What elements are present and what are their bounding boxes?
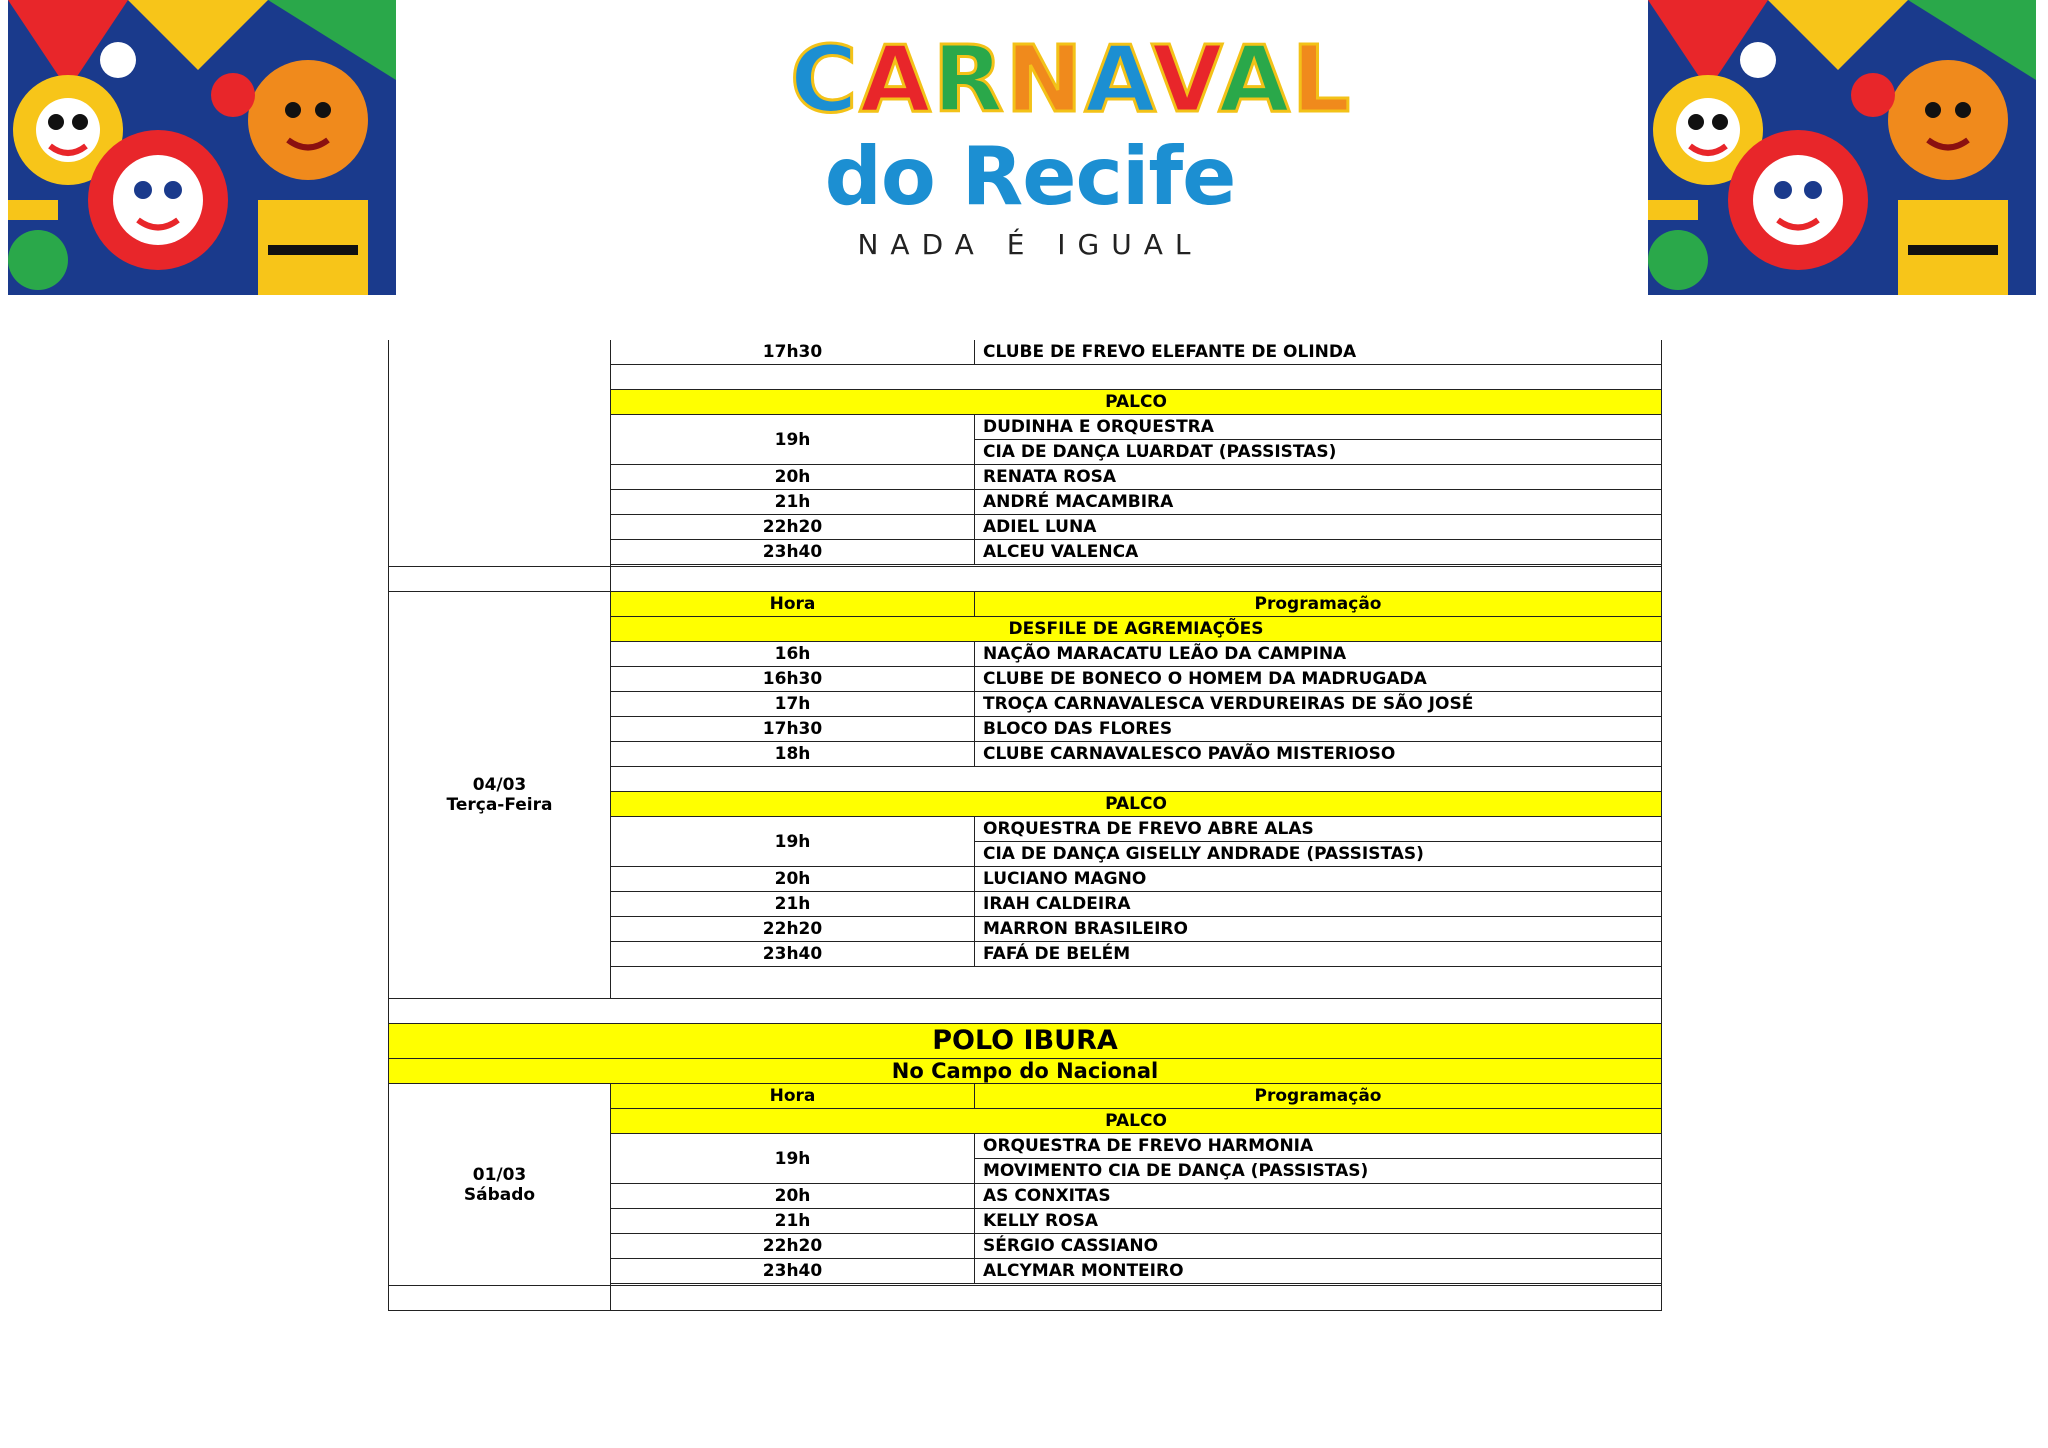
column-header-programacao: Programação bbox=[975, 1084, 1662, 1109]
time-cell: 16h bbox=[611, 642, 975, 667]
carnaval-logo bbox=[790, 26, 1353, 261]
logo-letter: A bbox=[1218, 26, 1292, 133]
logo-letter: R bbox=[932, 26, 1006, 133]
day-weekday: Terça-Feira bbox=[446, 795, 553, 815]
act-cell: LUCIANO MAGNO bbox=[975, 867, 1662, 892]
logo-letter: C bbox=[790, 26, 860, 133]
act-cell: MOVIMENTO CIA DE DANÇA (PASSISTAS) bbox=[975, 1159, 1662, 1184]
day-cell bbox=[389, 1084, 611, 1286]
table-row bbox=[389, 1024, 1662, 1059]
time-cell: 17h30 bbox=[611, 717, 975, 742]
polo-subtitle: No Campo do Nacional bbox=[389, 1059, 1662, 1084]
logo-letter: L bbox=[1291, 26, 1353, 133]
act-cell: ORQUESTRA DE FREVO HARMONIA bbox=[975, 1134, 1662, 1159]
time-cell: 22h20 bbox=[611, 917, 975, 942]
act-cell: CIA DE DANÇA GISELLY ANDRADE (PASSISTAS) bbox=[975, 842, 1662, 867]
spacer-cell bbox=[611, 567, 1662, 592]
palco-header: PALCO bbox=[611, 1109, 1662, 1134]
day-weekday: Sábado bbox=[463, 1184, 536, 1205]
palco-header: PALCO bbox=[611, 390, 1662, 415]
act-cell: SÉRGIO CASSIANO bbox=[975, 1234, 1662, 1259]
time-cell: 21h bbox=[611, 892, 975, 917]
spacer-cell bbox=[389, 999, 1662, 1024]
carnival-artwork-right bbox=[1648, 0, 2036, 295]
day-cell bbox=[389, 592, 611, 999]
act-cell: NAÇÃO MARACATU LEÃO DA CAMPINA bbox=[975, 642, 1662, 667]
logo-letter: A bbox=[1084, 26, 1152, 133]
desfile-header: DESFILE DE AGREMIAÇÕES bbox=[611, 617, 1662, 642]
act-cell: CIA DE DANÇA LUARDAT (PASSISTAS) bbox=[975, 440, 1662, 465]
time-cell: 17h30 bbox=[611, 340, 975, 365]
table-row bbox=[389, 1286, 1662, 1311]
logo-letter: V bbox=[1151, 26, 1219, 133]
day-date: 01/03 bbox=[472, 1164, 527, 1185]
logo-letter: N bbox=[1005, 26, 1085, 133]
table-row bbox=[389, 340, 1662, 365]
time-cell: 18h bbox=[611, 742, 975, 767]
carnival-artwork-left bbox=[8, 0, 396, 295]
logo-tagline: NADA É IGUAL bbox=[857, 228, 1203, 261]
table-row bbox=[389, 592, 1662, 617]
act-cell: ORQUESTRA DE FREVO ABRE ALAS bbox=[975, 817, 1662, 842]
time-cell: 22h20 bbox=[611, 1234, 975, 1259]
act-cell: MARRON BRASILEIRO bbox=[975, 917, 1662, 942]
act-cell: TROÇA CARNAVALESCA VERDUREIRAS DE SÃO JOSÉ bbox=[975, 692, 1662, 717]
spacer-cell bbox=[389, 1286, 611, 1311]
time-cell: 17h bbox=[611, 692, 975, 717]
act-cell: IRAH CALDEIRA bbox=[975, 892, 1662, 917]
spacer-cell bbox=[611, 365, 1662, 390]
logo-carnaval-text bbox=[790, 26, 1353, 133]
time-cell: 19h bbox=[611, 415, 975, 465]
time-cell: 20h bbox=[611, 867, 975, 892]
time-cell: 19h bbox=[611, 1134, 975, 1184]
day-date: 04/03 bbox=[472, 775, 527, 795]
polo-title: POLO IBURA bbox=[389, 1024, 1662, 1059]
act-cell: ALCEU VALENCA bbox=[975, 540, 1662, 565]
act-cell: CLUBE DE BONECO O HOMEM DA MADRUGADA bbox=[975, 667, 1662, 692]
spacer-cell bbox=[611, 967, 1662, 998]
schedule-table bbox=[388, 340, 1662, 1311]
time-cell: 16h30 bbox=[611, 667, 975, 692]
time-cell: 19h bbox=[611, 817, 975, 867]
palco-header: PALCO bbox=[611, 792, 1662, 817]
column-header-programacao: Programação bbox=[975, 592, 1662, 617]
act-cell: CLUBE DE FREVO ELEFANTE DE OLINDA bbox=[975, 340, 1662, 365]
day-cell-empty bbox=[389, 340, 611, 567]
spacer-cell bbox=[389, 567, 611, 592]
column-header-hora: Hora bbox=[611, 592, 975, 617]
time-cell: 22h20 bbox=[611, 515, 975, 540]
logo-do-recife-text: do Recife bbox=[824, 130, 1236, 223]
time-cell: 23h40 bbox=[611, 540, 975, 565]
table-row bbox=[389, 567, 1662, 592]
act-cell: CLUBE CARNAVALESCO PAVÃO MISTERIOSO bbox=[975, 742, 1662, 767]
act-cell: ANDRÉ MACAMBIRA bbox=[975, 490, 1662, 515]
time-cell: 21h bbox=[611, 490, 975, 515]
spacer-cell bbox=[611, 1286, 1662, 1311]
act-cell: AS CONXITAS bbox=[975, 1184, 1662, 1209]
time-cell: 23h40 bbox=[611, 942, 975, 967]
table-row bbox=[389, 1059, 1662, 1084]
act-cell: BLOCO DAS FLORES bbox=[975, 717, 1662, 742]
logo-letter: A bbox=[859, 26, 933, 133]
act-cell: FAFÁ DE BELÉM bbox=[975, 942, 1662, 967]
act-cell: ADIEL LUNA bbox=[975, 515, 1662, 540]
act-cell: RENATA ROSA bbox=[975, 465, 1662, 490]
column-header-hora: Hora bbox=[611, 1084, 975, 1109]
time-cell: 21h bbox=[611, 1209, 975, 1234]
spacer-cell bbox=[611, 767, 1662, 792]
act-cell: ALCYMAR MONTEIRO bbox=[975, 1259, 1662, 1284]
table-row bbox=[389, 999, 1662, 1024]
act-cell: DUDINHA E ORQUESTRA bbox=[975, 415, 1662, 440]
time-cell: 20h bbox=[611, 1184, 975, 1209]
table-row bbox=[389, 1084, 1662, 1109]
act-cell: KELLY ROSA bbox=[975, 1209, 1662, 1234]
time-cell: 23h40 bbox=[611, 1259, 975, 1284]
time-cell: 20h bbox=[611, 465, 975, 490]
